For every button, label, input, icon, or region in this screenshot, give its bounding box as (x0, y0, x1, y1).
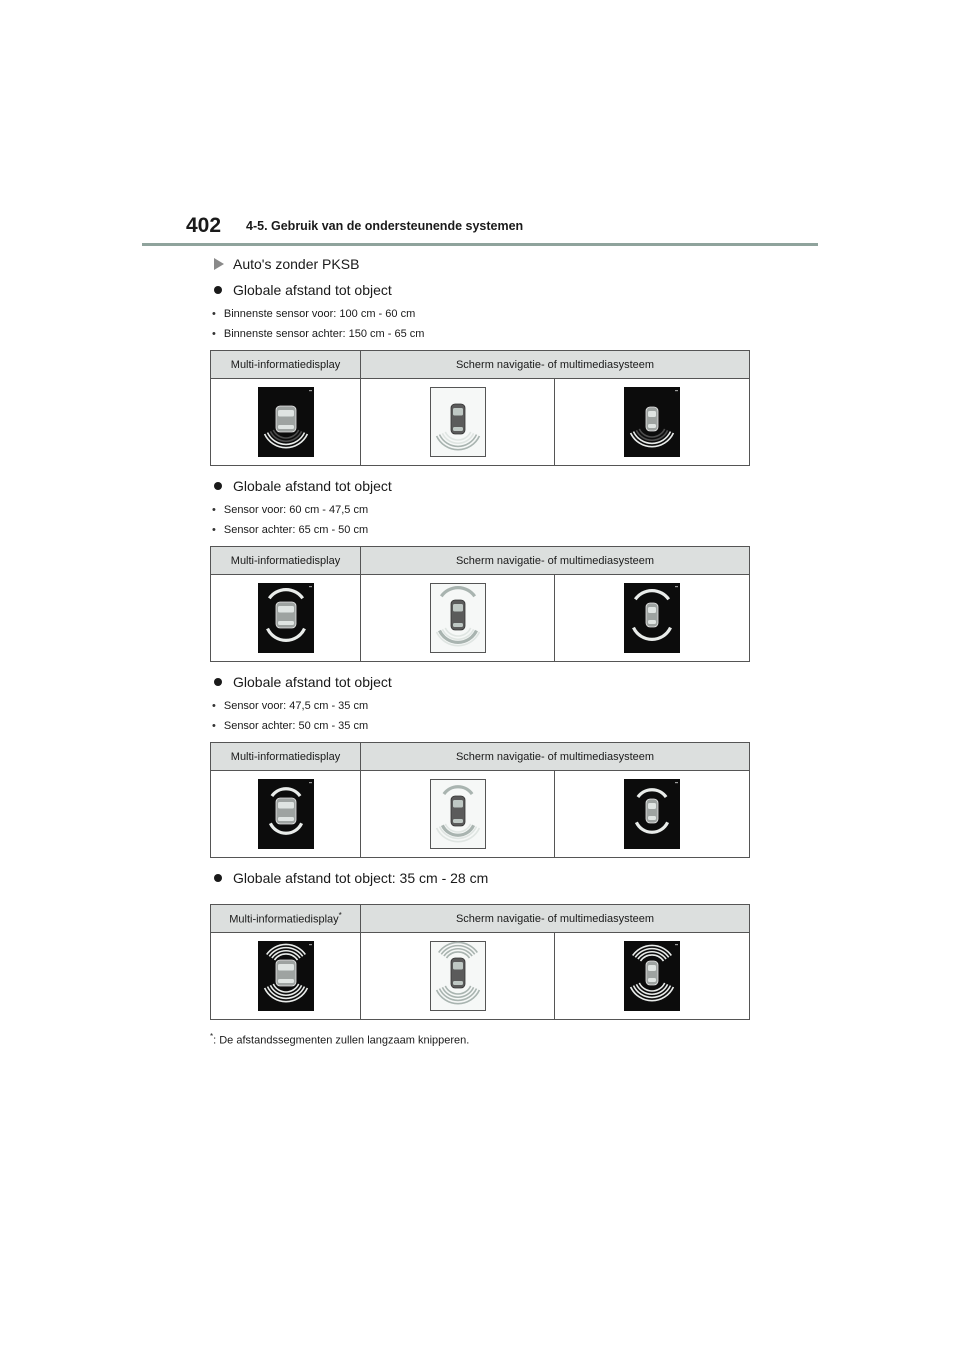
table-cell (211, 575, 361, 662)
block-heading (214, 674, 750, 690)
display-table (210, 742, 750, 858)
list-item: • Sensor voor: 47,5 cm - 35 cm (212, 700, 750, 712)
section-title-text: Auto's zonder PKSB (233, 256, 360, 272)
parking-sensor-illustration (624, 583, 680, 653)
parking-sensor-illustration (258, 779, 314, 849)
page-content (210, 253, 750, 1047)
car-top-view (276, 798, 296, 824)
display-table (210, 904, 750, 1020)
car-top-view (646, 603, 658, 627)
parking-sensor-illustration (258, 583, 314, 653)
table-header-multi-info: Multi-informatiedisplay* (211, 905, 361, 933)
table-cell (555, 933, 750, 1020)
table-header-navigation: Scherm navigatie- of multimediasysteem (361, 547, 750, 575)
block-heading (214, 282, 750, 298)
footnote-marker: * (210, 1032, 214, 1041)
footnote (210, 1032, 750, 1047)
car-top-view (276, 602, 296, 628)
sensor-range-list (210, 504, 750, 536)
car-top-view (451, 600, 465, 630)
page-number: 402 (186, 214, 222, 237)
car-top-view (646, 961, 658, 985)
sensor-range-list (210, 308, 750, 340)
parking-sensor-illustration (430, 941, 486, 1011)
bullet-dot-icon (214, 874, 222, 882)
list-item: • Sensor achter: 65 cm - 50 cm (212, 524, 750, 536)
car-top-view (276, 960, 296, 986)
car-top-view (646, 407, 658, 431)
triangle-icon (214, 258, 224, 270)
table-cell (211, 771, 361, 858)
table-cell (555, 771, 750, 858)
blocks-container (210, 282, 750, 1020)
table-cell (361, 933, 555, 1020)
list-item: • Sensor achter: 50 cm - 35 cm (212, 720, 750, 732)
parking-sensor-illustration (624, 387, 680, 457)
list-item: • Binnenste sensor voor: 100 cm - 60 cm (212, 308, 750, 320)
parking-sensor-illustration (624, 779, 680, 849)
block-heading (214, 870, 750, 886)
car-top-view (451, 404, 465, 434)
table-header-navigation: Scherm navigatie- of multimediasysteem (361, 905, 750, 933)
table-cell (361, 379, 555, 466)
table-header-navigation: Scherm navigatie- of multimediasysteem (361, 743, 750, 771)
car-top-view (646, 799, 658, 823)
header-divider (142, 243, 818, 246)
list-item: • Binnenste sensor achter: 150 cm - 65 cm (212, 328, 750, 340)
sensor-range-list (210, 700, 750, 732)
parking-sensor-illustration (258, 387, 314, 457)
parking-sensor-illustration (258, 941, 314, 1011)
table-header-multi-info: Multi-informatiedisplay (211, 547, 361, 575)
block-heading-text: Globale afstand tot object (233, 282, 392, 298)
table-cell (555, 575, 750, 662)
display-table (210, 350, 750, 466)
footnote-text: : De afstandssegmenten zullen langzaam knipperen. (213, 1034, 470, 1047)
footnote-marker: * (338, 911, 342, 921)
bullet-dot-icon (214, 286, 222, 294)
table-cell (361, 771, 555, 858)
table-cell (361, 575, 555, 662)
parking-sensor-illustration (430, 779, 486, 849)
table-cell (211, 933, 361, 1020)
parking-sensor-illustration (624, 941, 680, 1011)
section-title (214, 256, 750, 272)
block-heading (214, 478, 750, 494)
table-header-navigation: Scherm navigatie- of multimediasysteem (361, 351, 750, 379)
table-header-multi-info: Multi-informatiedisplay (211, 743, 361, 771)
car-top-view (451, 796, 465, 826)
parking-sensor-illustration (430, 387, 486, 457)
bullet-dot-icon (214, 678, 222, 686)
parking-sensor-illustration (430, 583, 486, 653)
list-item: • Sensor voor: 60 cm - 47,5 cm (212, 504, 750, 516)
car-top-view (276, 406, 296, 432)
bullet-dot-icon (214, 482, 222, 490)
table-cell (211, 379, 361, 466)
block-heading-text: Globale afstand tot object: 35 cm - 28 cm (233, 870, 489, 886)
table-header-multi-info: Multi-informatiedisplay (211, 351, 361, 379)
display-table (210, 546, 750, 662)
car-top-view (451, 958, 465, 988)
block-heading-text: Globale afstand tot object (233, 674, 392, 690)
table-cell (555, 379, 750, 466)
block-heading-text: Globale afstand tot object (233, 478, 392, 494)
chapter-title: 4-5. Gebruik van de ondersteunende systemen (246, 219, 524, 233)
